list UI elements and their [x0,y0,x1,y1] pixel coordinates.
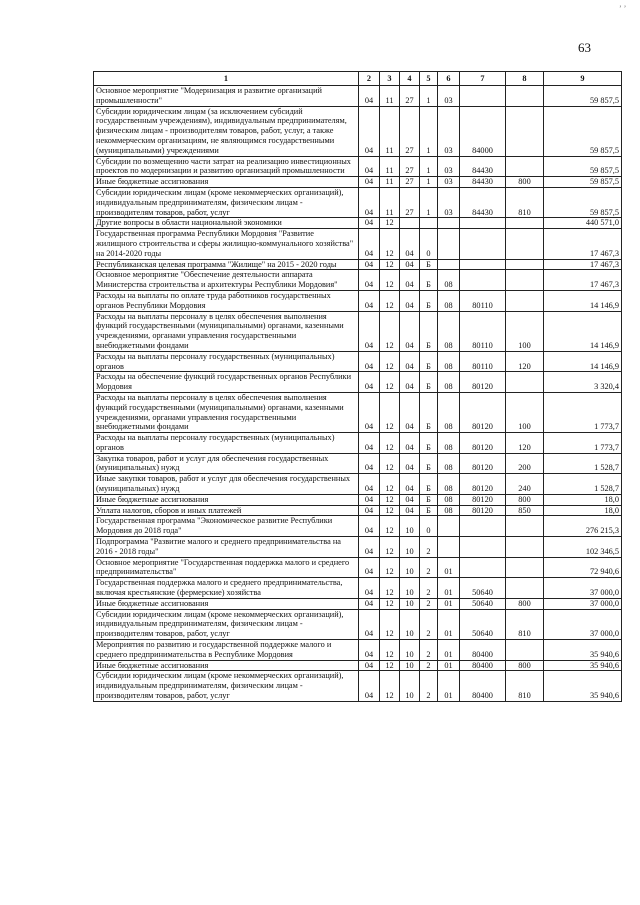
program-code-cell [400,218,420,229]
program-code-cell: 27 [400,177,420,188]
subprogram-code-cell: 2 [420,609,438,639]
amount-cell: 59 857,5 [544,106,622,156]
expense-type-code-cell: 120 [506,433,544,454]
event-code-cell: 03 [438,86,460,107]
program-code-cell: 04 [400,270,420,291]
program-code-cell: 04 [400,229,420,259]
table-row [94,270,622,291]
expense-type-code-cell [506,270,544,291]
direction-code-cell: 80120 [460,372,506,393]
event-code-cell: 01 [438,671,460,701]
subprogram-code-cell: 1 [420,86,438,107]
expense-type-code-cell: 800 [506,177,544,188]
header-cell: 7 [460,72,506,86]
section-code-cell: 04 [359,156,380,177]
item-name-cell: Расходы на выплаты по оплате труда работников государственных органов Республики Мордовия [94,290,359,311]
amount-cell: 37 000,0 [544,578,622,599]
program-code-cell: 04 [400,372,420,393]
direction-code-cell: 50640 [460,598,506,609]
subsection-code-cell: 12 [380,351,400,372]
header-cell: 5 [420,72,438,86]
subprogram-code-cell: 2 [420,671,438,701]
program-code-cell: 04 [400,453,420,474]
event-code-cell: 08 [438,290,460,311]
table-row [94,640,622,661]
table-row [94,156,622,177]
header-row [94,72,622,86]
subprogram-code-cell: 1 [420,187,438,217]
event-code-cell: 03 [438,187,460,217]
amount-cell: 72 940,6 [544,557,622,578]
amount-cell: 1 773,7 [544,392,622,432]
program-code-cell: 04 [400,259,420,270]
table-row [94,106,622,156]
event-code-cell: 03 [438,156,460,177]
section-code-cell: 04 [359,106,380,156]
expense-type-code-cell: 240 [506,474,544,495]
program-code-cell: 04 [400,311,420,351]
subsection-code-cell: 12 [380,290,400,311]
budget-table [93,71,622,702]
subprogram-code-cell: Б [420,311,438,351]
section-code-cell: 04 [359,290,380,311]
event-code-cell: 08 [438,351,460,372]
direction-code-cell: 80110 [460,311,506,351]
table-row [94,516,622,537]
table-row [94,259,622,270]
item-name-cell: Расходы на выплаты персоналу государственных (муниципальных) органов [94,351,359,372]
table-row [94,86,622,107]
section-code-cell: 04 [359,372,380,393]
item-name-cell: Субсидии юридическим лицам (кроме некоммерческих организаций), индивидуальным предпринимателям, физическим лицам - производителям товаров, работ, услуг [94,609,359,639]
page-number: 63 [578,40,591,55]
program-code-cell: 04 [400,392,420,432]
amount-cell: 59 857,5 [544,177,622,188]
expense-type-code-cell: 810 [506,671,544,701]
direction-code-cell: 80120 [460,474,506,495]
item-name-cell: Расходы на выплаты персоналу в целях обеспечения выполнения функций государственными (муниципальными) органами, казенными учреждениями, органами управления государственными внебюджетными фондами [94,311,359,351]
direction-code-cell: 80120 [460,494,506,505]
section-code-cell: 04 [359,311,380,351]
event-code-cell: 08 [438,372,460,393]
program-code-cell: 10 [400,537,420,558]
table-row [94,505,622,516]
expense-type-code-cell: 100 [506,311,544,351]
direction-code-cell: 80400 [460,660,506,671]
item-name-cell: Субсидии юридическим лицам (кроме некоммерческих организаций), индивидуальным предпринимателям, физическим лицам - производителям товаров, работ, услуг [94,187,359,217]
subprogram-code-cell: 2 [420,578,438,599]
subprogram-code-cell: Б [420,270,438,291]
subsection-code-cell: 12 [380,660,400,671]
event-code-cell: 01 [438,598,460,609]
item-name-cell: Иные бюджетные ассигнования [94,494,359,505]
program-code-cell: 10 [400,640,420,661]
expense-type-code-cell [506,372,544,393]
item-name-cell: Подпрограмма "Развитие малого и среднего предпринимательства на 2016 - 2018 годы" [94,537,359,558]
direction-code-cell: 50640 [460,578,506,599]
subsection-code-cell: 11 [380,156,400,177]
subsection-code-cell: 11 [380,187,400,217]
program-code-cell: 10 [400,578,420,599]
expense-type-code-cell [506,578,544,599]
event-code-cell [438,229,460,259]
direction-code-cell: 80110 [460,290,506,311]
subsection-code-cell: 12 [380,259,400,270]
amount-cell: 59 857,5 [544,187,622,217]
subsection-code-cell: 12 [380,640,400,661]
subsection-code-cell: 12 [380,516,400,537]
amount-cell: 17 467,3 [544,229,622,259]
item-name-cell: Государственная поддержка малого и среднего предпринимательства, включая крестьянские (фермерские) хозяйства [94,578,359,599]
event-code-cell: 03 [438,177,460,188]
direction-code-cell: 84000 [460,106,506,156]
item-name-cell: Государственная программа "Экономическое развитие Республики Мордовия до 2018 года" [94,516,359,537]
section-code-cell: 04 [359,505,380,516]
direction-code-cell: 80400 [460,640,506,661]
expense-type-code-cell [506,516,544,537]
event-code-cell [438,537,460,558]
table-row [94,671,622,701]
subsection-code-cell: 12 [380,537,400,558]
item-name-cell: Основное мероприятие "Государственная поддержка малого и среднего предпринимательства" [94,557,359,578]
program-code-cell: 04 [400,433,420,454]
section-code-cell: 04 [359,516,380,537]
direction-code-cell: 80400 [460,671,506,701]
header-cell: 6 [438,72,460,86]
program-code-cell: 04 [400,351,420,372]
item-name-cell: Иные бюджетные ассигнования [94,177,359,188]
subsection-code-cell: 12 [380,505,400,516]
expense-type-code-cell [506,640,544,661]
program-code-cell: 10 [400,609,420,639]
event-code-cell: 08 [438,494,460,505]
direction-code-cell [460,516,506,537]
item-name-cell: Другие вопросы в области национальной экономики [94,218,359,229]
program-code-cell: 04 [400,505,420,516]
section-code-cell: 04 [359,351,380,372]
item-name-cell: Основное мероприятие "Модернизация и развитие организаций промышленности" [94,86,359,107]
section-code-cell: 04 [359,494,380,505]
table-row [94,218,622,229]
subprogram-code-cell: 0 [420,229,438,259]
section-code-cell: 04 [359,640,380,661]
program-code-cell: 10 [400,598,420,609]
section-code-cell: 04 [359,218,380,229]
section-code-cell: 04 [359,86,380,107]
subsection-code-cell: 11 [380,106,400,156]
subsection-code-cell: 12 [380,578,400,599]
program-code-cell: 27 [400,156,420,177]
amount-cell: 37 000,0 [544,598,622,609]
expense-type-code-cell [506,537,544,558]
direction-code-cell [460,537,506,558]
event-code-cell: 08 [438,392,460,432]
expense-type-code-cell [506,106,544,156]
subprogram-code-cell: Б [420,259,438,270]
direction-code-cell [460,557,506,578]
item-name-cell: Государственная программа Республики Мордовия "Развитие жилищного строительства и сферы жилищно-коммунального хозяйства" на 2014-2020 годы [94,229,359,259]
subprogram-code-cell: Б [420,474,438,495]
event-code-cell: 08 [438,505,460,516]
event-code-cell: 01 [438,640,460,661]
item-name-cell: Иные бюджетные ассигнования [94,660,359,671]
direction-code-cell [460,270,506,291]
section-code-cell: 04 [359,433,380,454]
subsection-code-cell: 12 [380,218,400,229]
program-code-cell: 10 [400,671,420,701]
event-code-cell [438,259,460,270]
subprogram-code-cell: 0 [420,516,438,537]
expense-type-code-cell: 810 [506,187,544,217]
table-body [94,86,622,702]
item-name-cell: Иные закупки товаров, работ и услуг для обеспечения государственных (муниципальных) нужд [94,474,359,495]
expense-type-code-cell [506,259,544,270]
subsection-code-cell: 12 [380,433,400,454]
item-name-cell: Субсидии юридическим лицам (за исключением субсидий государственным учреждениям), индивидуальным предпринимателям, физическим лицам - производителям товаров, работ, услуг, а также некоммерческим организациям, не являющимся государственными (муниципальными) учреждениями [94,106,359,156]
table-row [94,453,622,474]
program-code-cell: 10 [400,557,420,578]
program-code-cell: 04 [400,290,420,311]
program-code-cell: 27 [400,187,420,217]
subsection-code-cell: 12 [380,392,400,432]
section-code-cell: 04 [359,609,380,639]
event-code-cell: 01 [438,660,460,671]
amount-cell: 35 940,6 [544,640,622,661]
amount-cell: 59 857,5 [544,156,622,177]
table-row [94,557,622,578]
table-row [94,187,622,217]
event-code-cell: 01 [438,557,460,578]
item-name-cell: Субсидии юридическим лицам (кроме некоммерческих организаций), индивидуальным предпринимателям, физическим лицам - производителям товаров, работ, услуг [94,671,359,701]
expense-type-code-cell: 800 [506,598,544,609]
expense-type-code-cell [506,290,544,311]
direction-code-cell [460,259,506,270]
subprogram-code-cell: 2 [420,598,438,609]
item-name-cell: Закупка товаров, работ и услуг для обеспечения государственных (муниципальных) нужд [94,453,359,474]
subsection-code-cell: 12 [380,229,400,259]
amount-cell: 18,0 [544,505,622,516]
subprogram-code-cell: 1 [420,106,438,156]
event-code-cell: 01 [438,609,460,639]
direction-code-cell: 80110 [460,351,506,372]
expense-type-code-cell: 800 [506,494,544,505]
section-code-cell: 04 [359,671,380,701]
subprogram-code-cell: Б [420,351,438,372]
table-row [94,609,622,639]
direction-code-cell: 80120 [460,505,506,516]
subsection-code-cell: 12 [380,609,400,639]
table-row [94,660,622,671]
program-code-cell: 10 [400,516,420,537]
amount-cell: 37 000,0 [544,609,622,639]
subprogram-code-cell: 1 [420,156,438,177]
subprogram-code-cell: 2 [420,640,438,661]
subprogram-code-cell: Б [420,453,438,474]
item-name-cell: Субсидии по возмещению части затрат на реализацию инвестиционных проектов по модернизации и развитию организаций промышленности [94,156,359,177]
expense-type-code-cell: 200 [506,453,544,474]
header-cell: 9 [544,72,622,86]
subsection-code-cell: 12 [380,474,400,495]
amount-cell: 35 940,6 [544,660,622,671]
expense-type-code-cell: 100 [506,392,544,432]
table-row [94,311,622,351]
expense-type-code-cell: 120 [506,351,544,372]
amount-cell: 1 528,7 [544,474,622,495]
amount-cell: 17 467,3 [544,259,622,270]
subsection-code-cell: 11 [380,86,400,107]
section-code-cell: 04 [359,598,380,609]
expense-type-code-cell: 800 [506,660,544,671]
section-code-cell: 04 [359,578,380,599]
amount-cell: 440 571,0 [544,218,622,229]
event-code-cell: 08 [438,311,460,351]
direction-code-cell: 84430 [460,177,506,188]
subprogram-code-cell: 2 [420,557,438,578]
subsection-code-cell: 12 [380,270,400,291]
subsection-code-cell: 12 [380,311,400,351]
event-code-cell: 01 [438,578,460,599]
expense-type-code-cell: 810 [506,609,544,639]
event-code-cell: 08 [438,433,460,454]
subsection-code-cell: 11 [380,177,400,188]
event-code-cell: 08 [438,270,460,291]
expense-type-code-cell [506,156,544,177]
subprogram-code-cell: Б [420,372,438,393]
expense-type-code-cell [506,86,544,107]
subsection-code-cell: 12 [380,453,400,474]
direction-code-cell: 80120 [460,392,506,432]
amount-cell: 14 146,9 [544,290,622,311]
item-name-cell: Расходы на выплаты персоналу государственных (муниципальных) органов [94,433,359,454]
section-code-cell: 04 [359,229,380,259]
table-row [94,474,622,495]
item-name-cell: Расходы на выплаты персоналу в целях обеспечения выполнения функций государственными (муниципальными) органами, казенными учреждениями, органами управления государственными внебюджетными фондами [94,392,359,432]
expense-type-code-cell [506,557,544,578]
event-code-cell [438,516,460,537]
event-code-cell [438,218,460,229]
item-name-cell: Иные бюджетные ассигнования [94,598,359,609]
section-code-cell: 04 [359,537,380,558]
amount-cell: 18,0 [544,494,622,505]
amount-cell: 276 215,3 [544,516,622,537]
item-name-cell: Мероприятия по развитию и государственной поддержке малого и среднего предпринимательства в Республике Мордовия [94,640,359,661]
amount-cell: 35 940,6 [544,671,622,701]
section-code-cell: 04 [359,474,380,495]
event-code-cell: 08 [438,474,460,495]
item-name-cell: Республиканская целевая программа "Жилище" на 2015 - 2020 годы [94,259,359,270]
subprogram-code-cell: Б [420,392,438,432]
direction-code-cell [460,218,506,229]
direction-code-cell: 84430 [460,156,506,177]
amount-cell: 3 320,4 [544,372,622,393]
section-code-cell: 04 [359,187,380,217]
expense-type-code-cell [506,229,544,259]
direction-code-cell [460,86,506,107]
direction-code-cell: 80120 [460,433,506,454]
item-name-cell: Расходы на обеспечение функций государственных органов Республики Мордовия [94,372,359,393]
event-code-cell: 08 [438,453,460,474]
corner-mark: ʼ ʼ [619,4,627,13]
table-row [94,290,622,311]
amount-cell: 102 346,5 [544,537,622,558]
header-cell: 2 [359,72,380,86]
subprogram-code-cell: Б [420,433,438,454]
program-code-cell: 04 [400,494,420,505]
section-code-cell: 04 [359,177,380,188]
table-row [94,433,622,454]
section-code-cell: 04 [359,557,380,578]
table-row [94,372,622,393]
header-cell: 1 [94,72,359,86]
direction-code-cell: 50640 [460,609,506,639]
section-code-cell: 04 [359,270,380,291]
amount-cell: 14 146,9 [544,311,622,351]
item-name-cell: Основное мероприятие "Обеспечение деятельности аппарата Министерства строительства и архитектуры Республики Мордовия" [94,270,359,291]
program-code-cell: 04 [400,474,420,495]
table-row [94,351,622,372]
subprogram-code-cell: 2 [420,660,438,671]
program-code-cell: 10 [400,660,420,671]
subprogram-code-cell [420,218,438,229]
amount-cell: 59 857,5 [544,86,622,107]
program-code-cell: 27 [400,86,420,107]
header-cell: 4 [400,72,420,86]
subsection-code-cell: 12 [380,671,400,701]
subsection-code-cell: 12 [380,557,400,578]
subsection-code-cell: 12 [380,494,400,505]
direction-code-cell [460,229,506,259]
program-code-cell: 27 [400,106,420,156]
subprogram-code-cell: 2 [420,537,438,558]
amount-cell: 14 146,9 [544,351,622,372]
table-row [94,537,622,558]
table-row [94,598,622,609]
direction-code-cell: 84430 [460,187,506,217]
expense-type-code-cell [506,218,544,229]
subsection-code-cell: 12 [380,372,400,393]
amount-cell: 17 467,3 [544,270,622,291]
header-cell: 8 [506,72,544,86]
section-code-cell: 04 [359,259,380,270]
subsection-code-cell: 12 [380,598,400,609]
direction-code-cell: 80120 [460,453,506,474]
subprogram-code-cell: Б [420,494,438,505]
item-name-cell: Уплата налогов, сборов и иных платежей [94,505,359,516]
table-row [94,578,622,599]
expense-type-code-cell: 850 [506,505,544,516]
subprogram-code-cell: Б [420,505,438,516]
table-row [94,229,622,259]
subprogram-code-cell: 1 [420,177,438,188]
section-code-cell: 04 [359,453,380,474]
table-row [94,177,622,188]
amount-cell: 1 528,7 [544,453,622,474]
event-code-cell: 03 [438,106,460,156]
header-cell: 3 [380,72,400,86]
subprogram-code-cell: Б [420,290,438,311]
section-code-cell: 04 [359,392,380,432]
section-code-cell: 04 [359,660,380,671]
amount-cell: 1 773,7 [544,433,622,454]
table-row [94,494,622,505]
table-row [94,392,622,432]
